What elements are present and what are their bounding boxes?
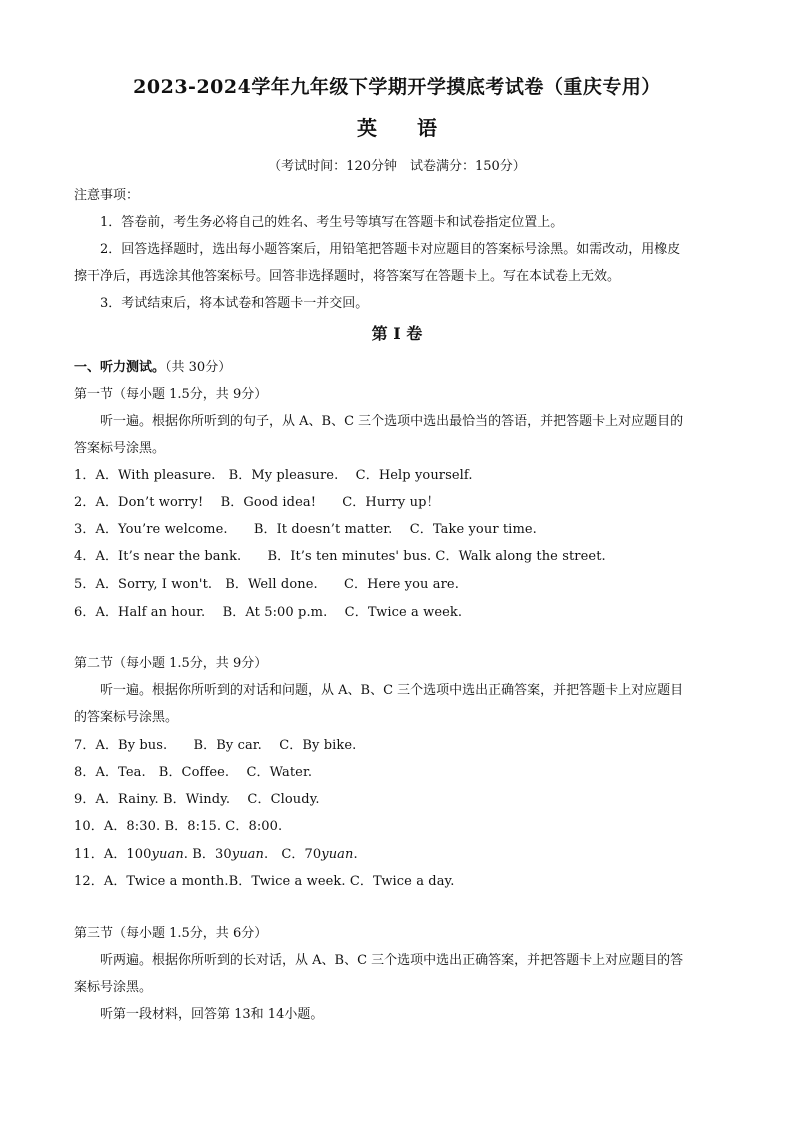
question-4: 4．A．It’s near the bank. B．It’s ten minutes' bus. C．Walk along the street.	[74, 549, 606, 564]
notes-label: 注意事项：	[74, 188, 140, 203]
question-7: 7．A．By bus. B．By car. C．By bike.	[74, 738, 357, 753]
q11-option-a: 11．A．100	[74, 847, 152, 862]
q11-unit-c: yuan	[321, 847, 354, 862]
section1-instruction-cont: 答案标号涂黑。	[74, 441, 166, 456]
section2-heading: 第二节（每小题 1.5分，共 9分）	[74, 656, 268, 671]
question-6: 6．A．Half an hour. B．At 5:00 p.m. C．Twice a week.	[74, 605, 463, 620]
section3-instruction-cont: 案标号涂黑。	[74, 980, 153, 995]
section1-heading: 第一节（每小题 1.5分，共 9分）	[74, 387, 268, 402]
question-10: 10．A．8:30. B．8:15. C．8:00.	[74, 819, 283, 834]
question-1: 1．A．With pleasure. B．My pleasure. C．Help yourself.	[74, 468, 473, 483]
exam-title: 2023-2024学年九年级下学期开学摸底考试卷（重庆专用）	[133, 76, 661, 98]
note-item-1: 1．答卷前，考生务必将自己的姓名、考生号等填写在答题卡和试卷指定位置上。	[100, 215, 564, 230]
question-9: 9．A．Rainy. B．Windy. C．Cloudy.	[74, 792, 320, 807]
q11-end: .	[353, 847, 358, 862]
volume-heading: 第 I 卷	[371, 324, 423, 343]
question-12: 12．A．Twice a month.B．Twice a week. C．Twice a day.	[74, 874, 455, 889]
question-11	[74, 846, 358, 864]
part1-score: （共 30分）	[165, 360, 232, 375]
question-2: 2．A．Don’t worry! B．Good idea! C．Hurry up！	[74, 495, 440, 510]
q11-unit-a: yuan	[151, 847, 184, 862]
section1-instruction: 听一遍。根据你所听到的句子，从 A、B、C 三个选项中选出最恰当的答语，并把答题卡上对应题目的	[100, 414, 684, 429]
subject-title: 英语	[357, 116, 477, 140]
question-8: 8．A．Tea. B．Coffee. C．Water.	[74, 765, 313, 780]
section3-material-note: 听第一段材料，回答第 13和 14小题。	[100, 1007, 324, 1022]
question-5: 5．A．Sorry, I won't. B．Well done. C．Here you are.	[74, 577, 459, 592]
section3-instruction: 听两遍。根据你所听到的长对话，从 A、B、C 三个选项中选出正确答案，并把答题卡上对应题目的答	[100, 953, 684, 968]
q11-option-b: . B．30	[183, 847, 232, 862]
note-item-2: 2．回答选择题时，选出每小题答案后，用铅笔把答题卡对应题目的答案标号涂黑。如需改动，用橡皮	[100, 242, 681, 257]
note-item-2-cont: 擦干净后，再选涂其他答案标号。回答非选择题时，将答案写在答题卡上。写在本试卷上无效。	[74, 269, 621, 284]
section3-heading: 第三节（每小题 1.5分，共 6分）	[74, 926, 268, 941]
q11-unit-b: yuan	[231, 847, 265, 862]
question-3: 3．A．You’re welcome. B．It doesn’t matter. C．Take your time.	[74, 522, 537, 537]
section2-instruction: 听一遍。根据你所听到的对话和问题，从 A、B、C 三个选项中选出正确答案，并把答题卡上对应题目	[100, 683, 684, 698]
part1-heading-line	[74, 359, 231, 377]
note-item-3: 3．考试结束后，将本试卷和答题卡一并交回。	[100, 296, 369, 311]
q11-option-c: . C．70	[264, 847, 322, 862]
exam-meta: （考试时间：120分钟 试卷满分：150分）	[268, 159, 526, 174]
section2-instruction-cont: 的答案标号涂黑。	[74, 710, 179, 725]
part1-heading: 一、听力测试。	[74, 360, 166, 375]
